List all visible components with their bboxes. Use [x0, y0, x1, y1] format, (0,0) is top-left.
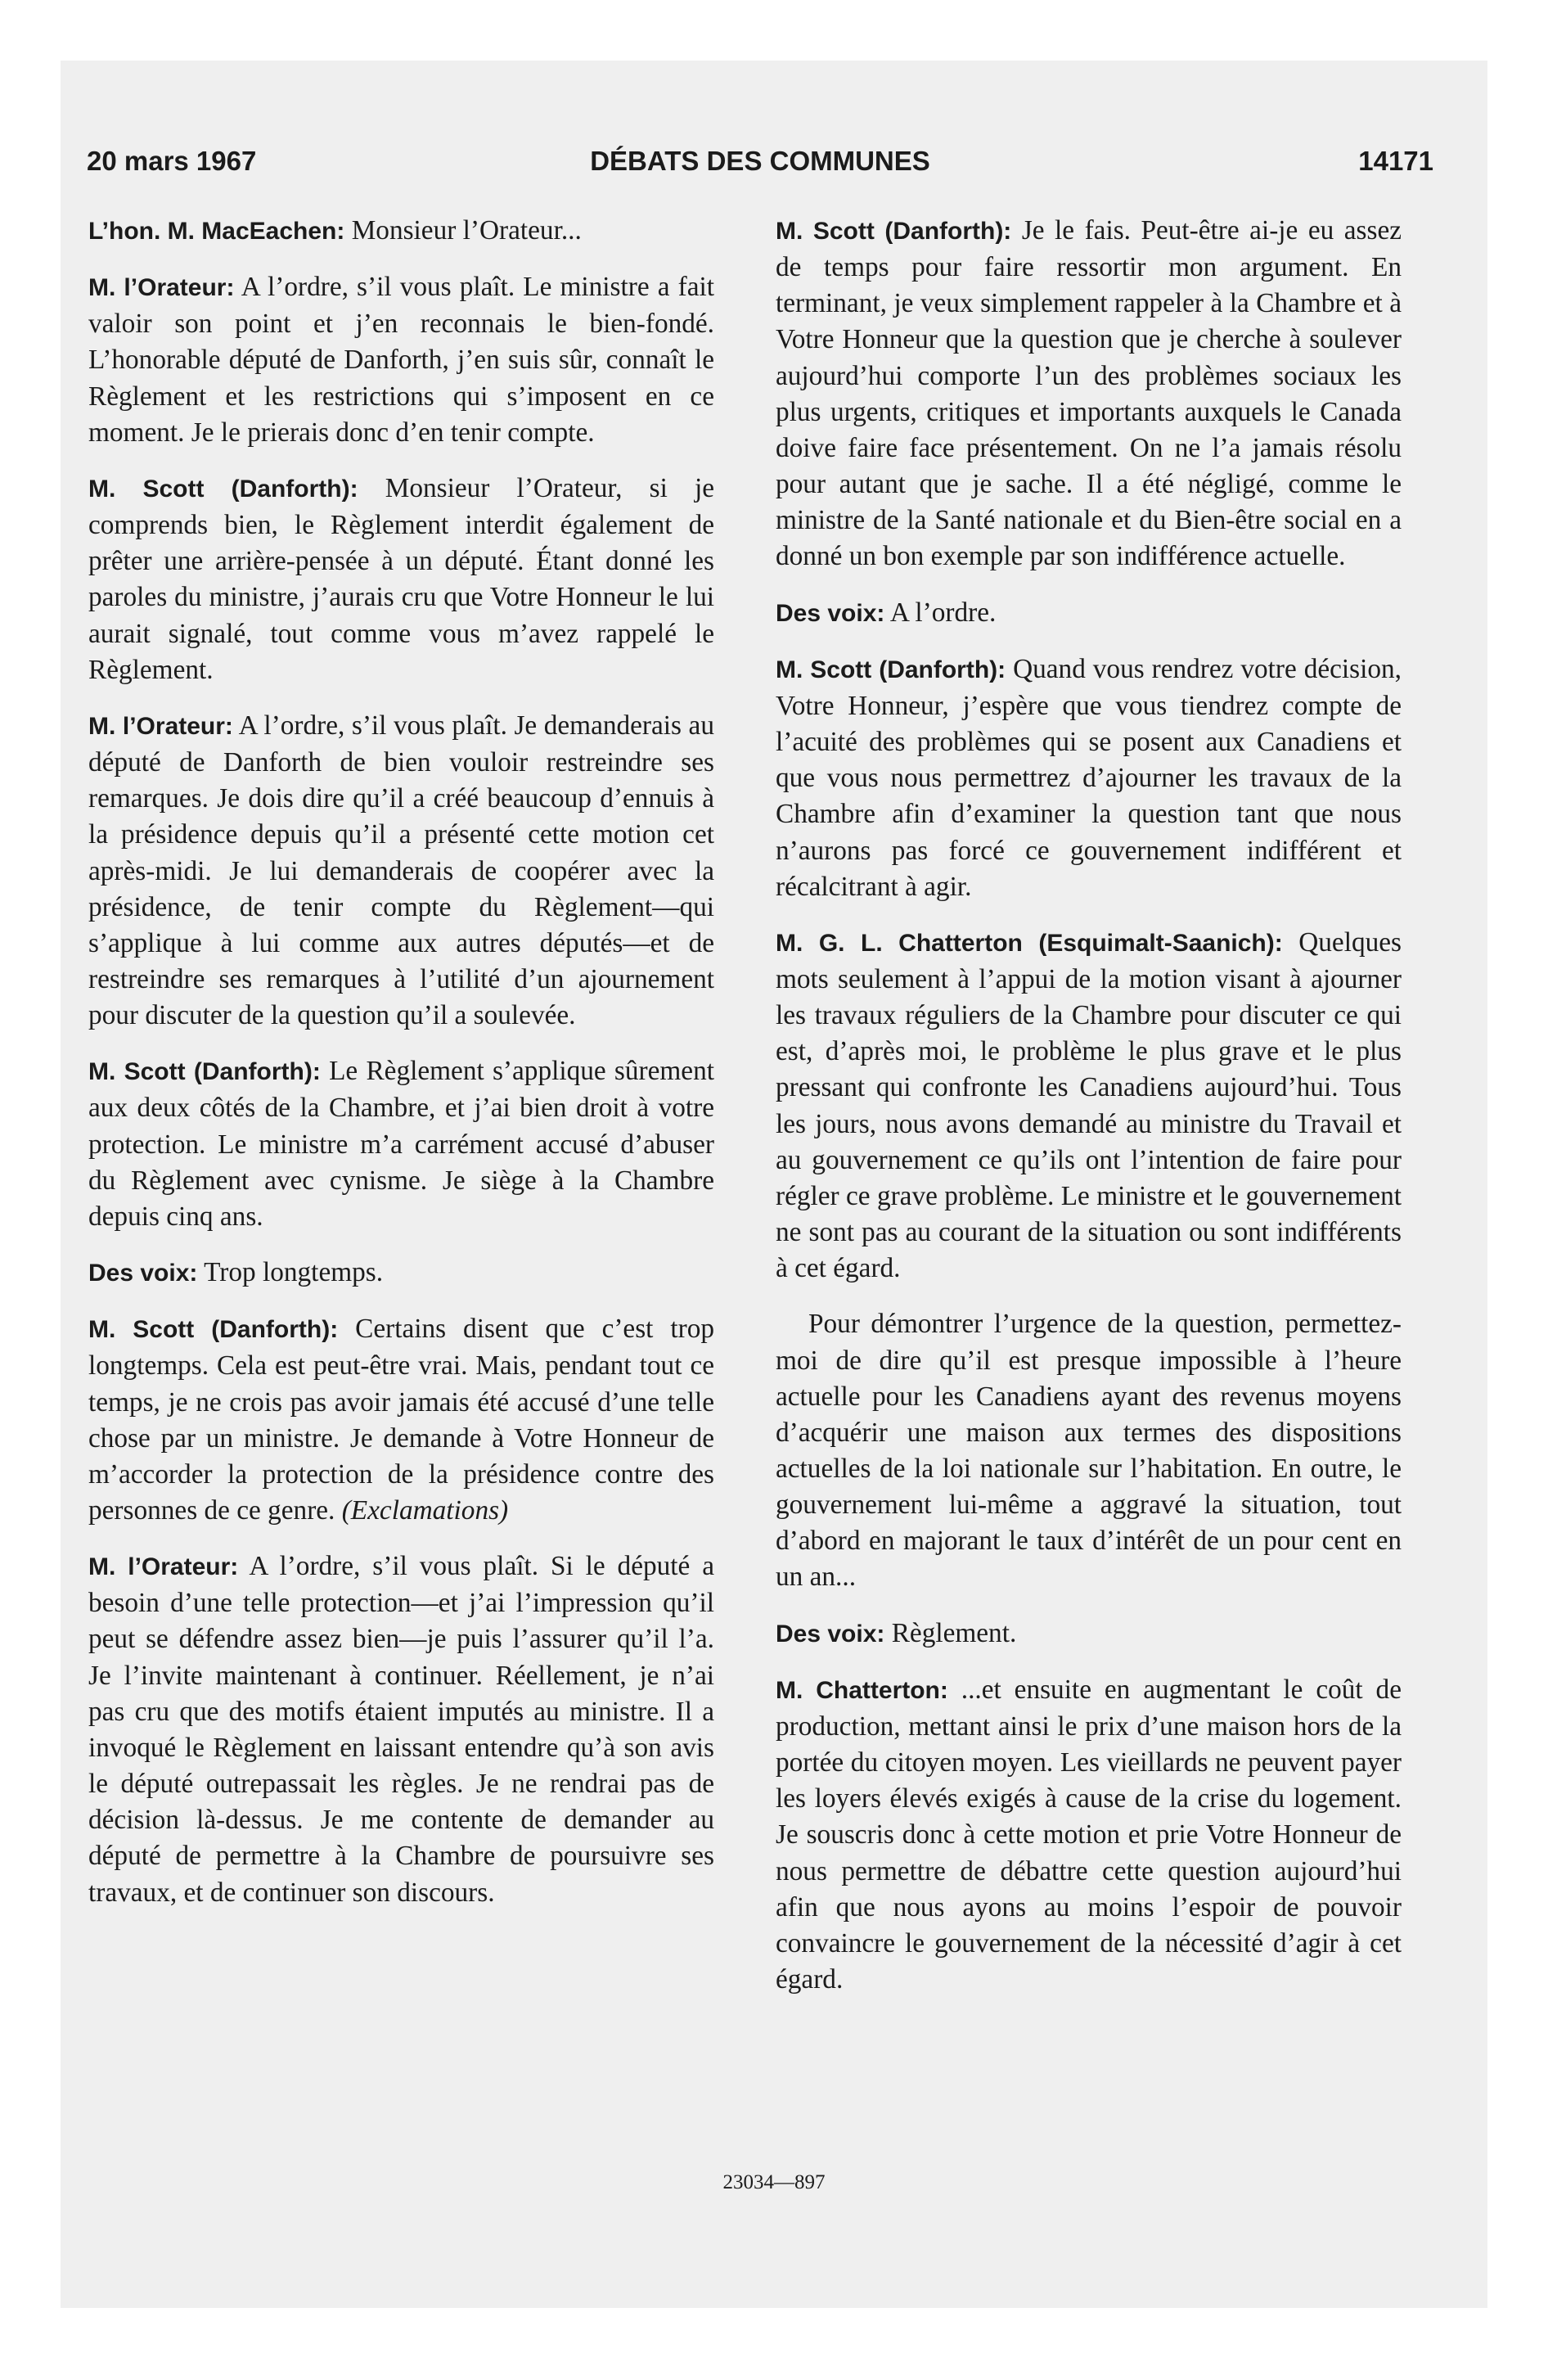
left-column	[88, 213, 714, 1931]
speaker-name: M. Scott (Danforth):	[88, 1058, 321, 1086]
paragraph	[776, 1616, 1402, 1652]
speech-text: Monsieur l’Orateur...	[344, 215, 582, 246]
paragraph	[88, 1548, 714, 1911]
speaker-name: M. Chatterton:	[776, 1676, 948, 1704]
paragraph	[88, 1311, 714, 1529]
paragraph	[88, 1255, 714, 1291]
speech-text: A l’ordre, s’il vous plaît. Le ministre a fait valoir son point et j’en reconnais le bien-fondé. L’honorable député de Danforth, j’en suis sûr, connaît le Règlement et les restrictions qui s’imposent en ce moment. Je le prierais donc d’en tenir compte.	[88, 272, 714, 448]
paragraph	[776, 213, 1402, 575]
speaker-name: L’hon. M. MacEachen:	[88, 218, 345, 245]
right-column	[776, 213, 1402, 2017]
header-title: DÉBATS DES COMMUNES	[590, 146, 930, 176]
speech-text: A l’ordre, s’il vous plaît. Si le député a besoin d’une telle protection—et j’ai l’impression qu’il peut se défendre assez bien—je puis l’assurer qu’il l’a. Je l’invite maintenant à continuer. Réellement, je n’ai pas cru que des motifs étaient imputés au ministre. Il a invoqué le Règlement en laissant entendre qu’à son avis le député outrepassait les règles. Je ne rendrai pas de décision là-dessus. Je me contente de demander au député de permettre à la Chambre de poursuivre ses travaux, et de continuer son discours.	[88, 1551, 714, 1908]
paragraph	[776, 925, 1402, 1287]
speech-text: ...et ensuite en augmentant le coût de production, mettant ainsi le prix d’une maison hors de la portée du citoyen moyen. Les vieillards ne peuvent payer les loyers élevés exigés à cause de la crise du logement. Je souscris donc à cette motion et prie Votre Honneur de nous permettre de débattre cette question aujourd’hui afin que nous ayons au moins l’espoir de pouvoir convaincre le gouvernement de la nécessité d’agir à cet égard.	[776, 1674, 1402, 1995]
italic-note: (Exclamations)	[341, 1495, 509, 1526]
speech-text: Le Règlement s’applique sûrement aux deux côtés de la Chambre, et j’ai bien droit à votre protection. Le ministre m’a carrément accusé d’abuser du Règlement avec cynisme. Je siège à la Chambre depuis cinq ans.	[88, 1056, 714, 1232]
speaker-name: M. Scott (Danforth):	[776, 218, 1012, 245]
speech-text: A l’ordre.	[884, 597, 997, 628]
header-date: 20 mars 1967	[87, 146, 257, 176]
speaker-name: M. Scott (Danforth):	[88, 1316, 339, 1344]
speech-text: Monsieur l’Orateur, si je comprends bien, le Règlement interdit également de prêter une arrière-pensée à un député. Étant donné les paroles du ministre, j’aurais cru que Votre Honneur le lui aurait signalé, tout comme vous m’avez rappelé le Règlement.	[88, 472, 714, 685]
speech-text: Pour démontrer l’urgence de la question, permettez-moi de dire qu’il est presque impossible à l’heure actuelle pour les Canadiens ayant des revenus moyens d’acquérir une maison aux termes des dispositions actuelles de la loi nationale sur l’habitation. En outre, le gouvernement lui-même a aggravé la situation, tout d’abord en majorant le taux d’intérêt de un pour cent en un an...	[776, 1309, 1402, 1593]
paragraph	[776, 1672, 1402, 1998]
paragraph	[88, 471, 714, 688]
speaker-name: M. l’Orateur:	[88, 712, 233, 740]
speaker-name: M. Scott (Danforth):	[88, 475, 358, 503]
speech-text: A l’ordre, s’il vous plaît. Je demanderais au député de Danforth de bien vouloir restreindre ses remarques. Je dois dire qu’il a créé beaucoup d’ennuis à la présidence depuis qu’il a présenté cette motion cet après-midi. Je lui demanderais de coopérer avec la présidence, de tenir compte du Règlement—qui s’applique à lui comme aux autres députés—et de restreindre ses remarques à l’utilité d’un ajournement pour discuter de la question qu’il a soulevée.	[88, 710, 714, 1031]
speaker-name: M. l’Orateur:	[88, 1553, 239, 1581]
speech-text: Quelques mots seulement à l’appui de la motion visant à ajourner les travaux réguliers de la Chambre pour discuter ce qui est, d’après moi, le problème le plus grave et le plus pressant qui confronte les Canadiens aujourd’hui. Tous les jours, nous avons demandé au ministre du Travail et au gouvernement ce qu’ils ont l’intention de faire pour régler ce grave problème. Le ministre et le gouvernement ne sont pas au courant de la situation ou sont indifférents à cet égard.	[776, 926, 1402, 1284]
speaker-name: Des voix:	[776, 1620, 885, 1648]
paragraph	[776, 1306, 1402, 1595]
speech-text: Quand vous rendrez votre décision, Votre Honneur, j’espère que vous tiendrez compte de l’acuité des problèmes qui se posent aux Canadiens et que vous nous permettrez d’ajourner les travaux de la Chambre afin d’examiner la question tant que nous n’aurons pas forcé ce gouvernement indifférent et récalcitrant à agir.	[776, 653, 1402, 902]
speaker-name: M. l’Orateur:	[88, 274, 235, 302]
paragraph	[776, 595, 1402, 632]
speech-text: Trop longtemps.	[197, 1257, 384, 1288]
paragraph	[88, 269, 714, 451]
speaker-name: Des voix:	[88, 1260, 198, 1287]
page-footer-code: 23034—897	[722, 2171, 826, 2193]
speaker-name: Des voix:	[776, 599, 885, 627]
speech-text: Je le fais. Peut-être ai-je eu assez de temps pour faire ressortir mon argument. En terminant, je veux simplement rappeler à la Chambre et à Votre Honneur que la question que je cherche à soulever aujourd’hui comporte l’un des problèmes sociaux les plus urgents, critiques et importants auxquels le Canada doive faire face présentement. On ne l’a jamais résolu pour autant que je sache. Il a été négligé, comme le ministre de la Santé nationale et du Bien-être social en a donné un bon exemple par son indifférence actuelle.	[776, 215, 1402, 572]
paragraph	[88, 1053, 714, 1235]
header-page-number: 14171	[1358, 146, 1433, 176]
speaker-name: M. G. L. Chatterton (Esquimalt-Saanich):	[776, 929, 1283, 957]
paragraph	[88, 213, 714, 250]
paragraph	[776, 651, 1402, 905]
page-header	[87, 146, 1433, 187]
paragraph	[88, 708, 714, 1034]
speaker-name: M. Scott (Danforth):	[776, 656, 1006, 683]
speech-text: Règlement.	[884, 1617, 1017, 1648]
speech-text: Certains disent que c’est trop longtemps. Cela est peut-être vrai. Mais, pendant tout ce temps, je ne crois pas avoir jamais été accusé d’une telle chose par un ministre. Je demande à Votre Honneur de m’accorder la protection de la présidence contre des personnes de ce genre.	[88, 1314, 715, 1526]
